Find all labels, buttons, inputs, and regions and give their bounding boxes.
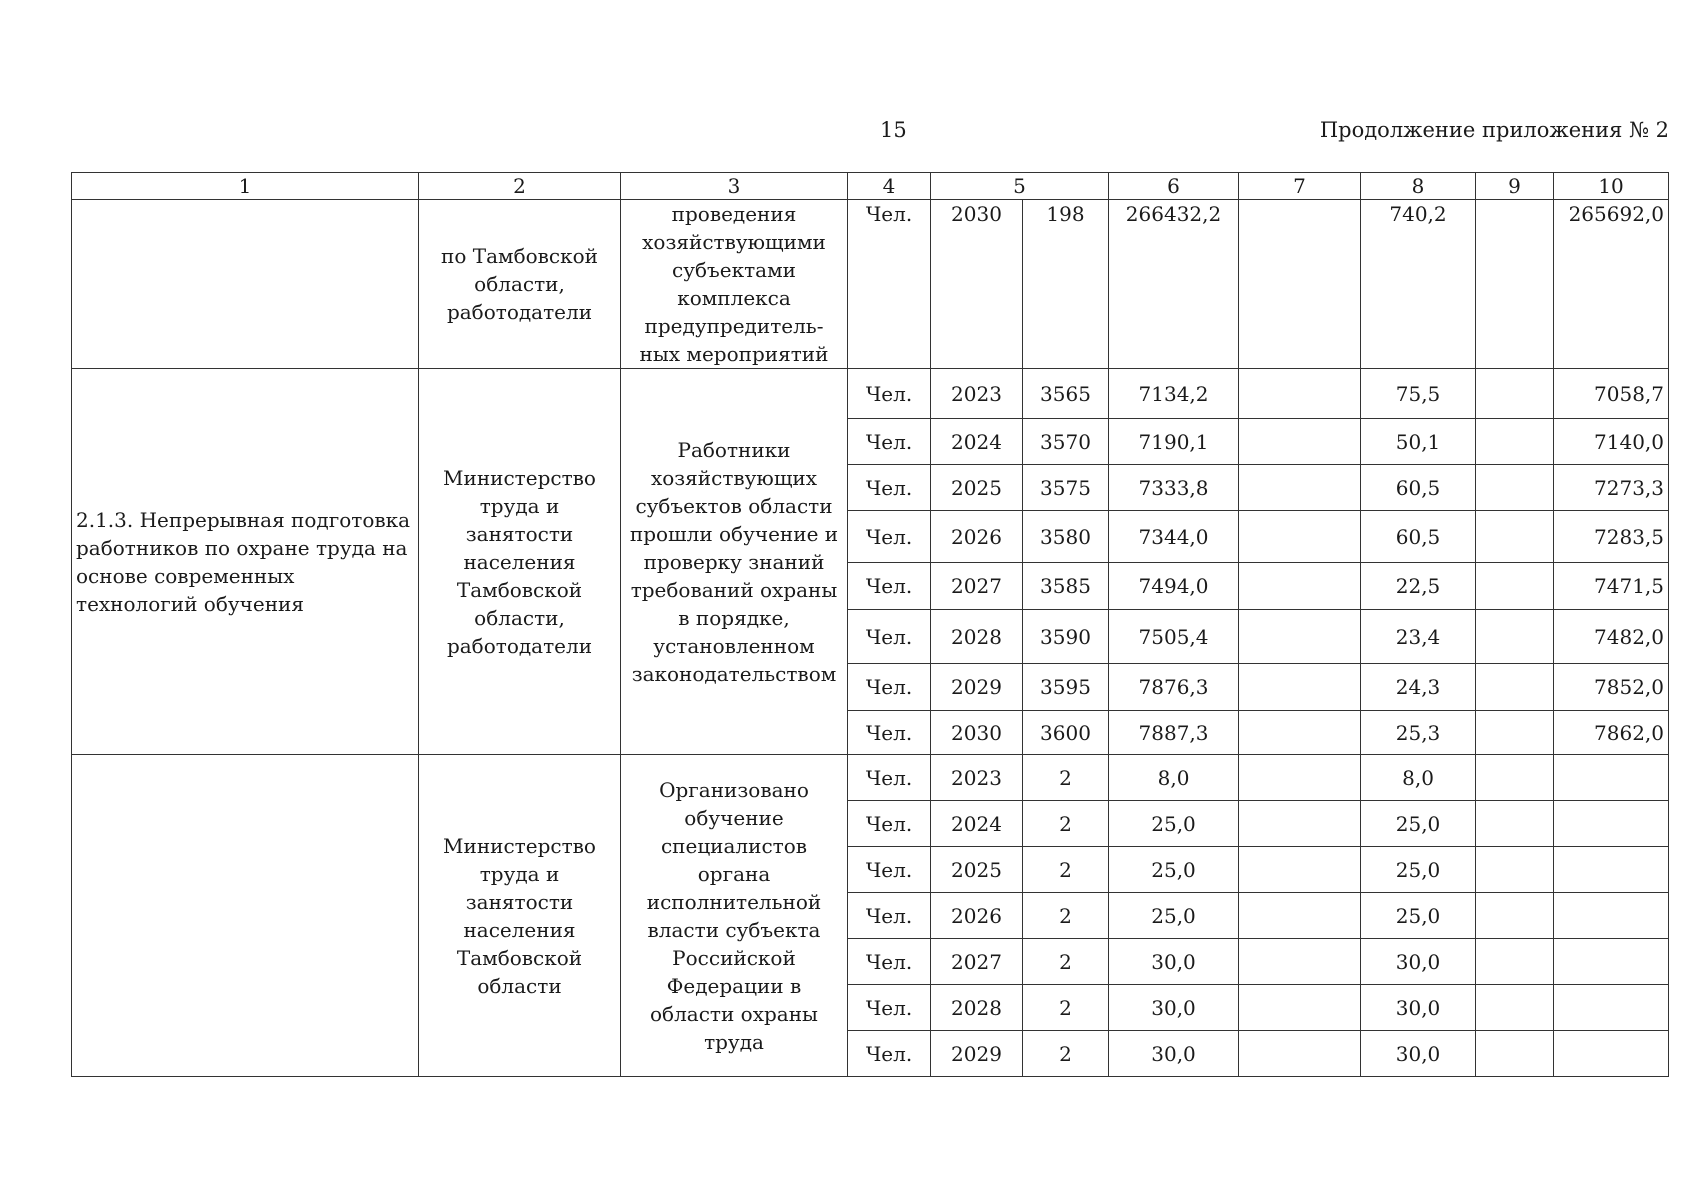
col6-value-cell: 8,0 <box>1109 755 1239 801</box>
col10-value-cell: 7471,5 <box>1554 563 1669 610</box>
col6-value-cell: 7190,1 <box>1109 419 1239 465</box>
count-cell: 3570 <box>1023 419 1109 465</box>
col8-value-cell: 60,5 <box>1361 465 1476 511</box>
unit-cell: Чел. <box>848 369 931 419</box>
col9-value-cell <box>1476 985 1554 1031</box>
measure-name-cell: 2.1.3. Непрерывная подготовка работников по охране труда на основе современных технологий обучения <box>72 369 419 755</box>
column-number: 8 <box>1361 173 1476 200</box>
program-measures-table <box>71 172 1669 1077</box>
year-cell: 2023 <box>931 369 1023 419</box>
column-number: 4 <box>848 173 931 200</box>
count-cell: 3575 <box>1023 465 1109 511</box>
year-cell: 2023 <box>931 755 1023 801</box>
year-cell: 2029 <box>931 1031 1023 1077</box>
table-row <box>72 369 1669 419</box>
column-number: 6 <box>1109 173 1239 200</box>
col9-value-cell <box>1476 1031 1554 1077</box>
unit-cell: Чел. <box>848 985 931 1031</box>
col9-value-cell <box>1476 563 1554 610</box>
column-number: 9 <box>1476 173 1554 200</box>
col7-value-cell <box>1239 563 1361 610</box>
col9-value-cell <box>1476 755 1554 801</box>
col9-value-cell <box>1476 511 1554 563</box>
col8-value-cell: 30,0 <box>1361 939 1476 985</box>
col8-value-cell: 60,5 <box>1361 511 1476 563</box>
col8-value-cell: 25,3 <box>1361 711 1476 755</box>
col7-value-cell <box>1239 664 1361 711</box>
col10-value-cell <box>1554 985 1669 1031</box>
year-cell: 2029 <box>931 664 1023 711</box>
count-cell: 2 <box>1023 939 1109 985</box>
col9-value-cell <box>1476 419 1554 465</box>
result-cell: Организовано обучение специалистов органа исполнительной власти субъекта Российской Федерации в области охраны труда <box>621 755 848 1077</box>
year-cell: 2024 <box>931 419 1023 465</box>
col10-value-cell <box>1554 1031 1669 1077</box>
col6-value-cell: 30,0 <box>1109 1031 1239 1077</box>
col9-value-cell <box>1476 610 1554 664</box>
col10-value-cell: 265692,0 <box>1554 200 1669 369</box>
col10-value-cell <box>1554 847 1669 893</box>
appendix-continuation-label: Продолжение приложения № 2 <box>1319 118 1669 142</box>
col7-value-cell <box>1239 711 1361 755</box>
col7-value-cell <box>1239 893 1361 939</box>
year-cell: 2026 <box>931 511 1023 563</box>
unit-cell: Чел. <box>848 801 931 847</box>
measure-name-cell <box>72 755 419 1077</box>
col6-value-cell: 266432,2 <box>1109 200 1239 369</box>
col7-value-cell <box>1239 801 1361 847</box>
measure-name-cell <box>72 200 419 369</box>
unit-cell: Чел. <box>848 755 931 801</box>
year-cell: 2030 <box>931 200 1023 369</box>
unit-cell: Чел. <box>848 419 931 465</box>
col9-value-cell <box>1476 711 1554 755</box>
col9-value-cell <box>1476 369 1554 419</box>
column-number: 1 <box>72 173 419 200</box>
column-number: 5 <box>931 173 1109 200</box>
count-cell: 2 <box>1023 755 1109 801</box>
col8-value-cell: 8,0 <box>1361 755 1476 801</box>
col7-value-cell <box>1239 1031 1361 1077</box>
col6-value-cell: 7494,0 <box>1109 563 1239 610</box>
col8-value-cell: 23,4 <box>1361 610 1476 664</box>
column-number: 3 <box>621 173 848 200</box>
col9-value-cell <box>1476 801 1554 847</box>
col10-value-cell: 7140,0 <box>1554 419 1669 465</box>
col7-value-cell <box>1239 939 1361 985</box>
table-row <box>72 755 1669 801</box>
col6-value-cell: 7344,0 <box>1109 511 1239 563</box>
executor-cell: по Тамбовской области, работодатели <box>419 200 621 369</box>
unit-cell: Чел. <box>848 847 931 893</box>
count-cell: 2 <box>1023 847 1109 893</box>
col6-value-cell: 25,0 <box>1109 847 1239 893</box>
col8-value-cell: 75,5 <box>1361 369 1476 419</box>
unit-cell: Чел. <box>848 939 931 985</box>
unit-cell: Чел. <box>848 664 931 711</box>
executor-cell: Министерство труда и занятости населения Тамбовской области <box>419 755 621 1077</box>
column-number: 2 <box>419 173 621 200</box>
col10-value-cell: 7283,5 <box>1554 511 1669 563</box>
col10-value-cell: 7482,0 <box>1554 610 1669 664</box>
count-cell: 3590 <box>1023 610 1109 664</box>
col9-value-cell <box>1476 664 1554 711</box>
count-cell: 2 <box>1023 893 1109 939</box>
col6-value-cell: 25,0 <box>1109 893 1239 939</box>
col8-value-cell: 50,1 <box>1361 419 1476 465</box>
count-cell: 2 <box>1023 985 1109 1031</box>
unit-cell: Чел. <box>848 893 931 939</box>
count-cell: 3600 <box>1023 711 1109 755</box>
count-cell: 3595 <box>1023 664 1109 711</box>
col10-value-cell: 7862,0 <box>1554 711 1669 755</box>
col8-value-cell: 22,5 <box>1361 563 1476 610</box>
col10-value-cell <box>1554 893 1669 939</box>
col6-value-cell: 7887,3 <box>1109 711 1239 755</box>
unit-cell: Чел. <box>848 465 931 511</box>
col6-value-cell: 30,0 <box>1109 985 1239 1031</box>
col9-value-cell <box>1476 893 1554 939</box>
count-cell: 2 <box>1023 1031 1109 1077</box>
count-cell: 3565 <box>1023 369 1109 419</box>
col10-value-cell: 7273,3 <box>1554 465 1669 511</box>
col6-value-cell: 7134,2 <box>1109 369 1239 419</box>
executor-cell: Министерство труда и занятости населения Тамбовской области, работодатели <box>419 369 621 755</box>
col7-value-cell <box>1239 847 1361 893</box>
col6-value-cell: 7505,4 <box>1109 610 1239 664</box>
col7-value-cell <box>1239 369 1361 419</box>
year-cell: 2024 <box>931 801 1023 847</box>
col6-value-cell: 25,0 <box>1109 801 1239 847</box>
col7-value-cell <box>1239 610 1361 664</box>
unit-cell: Чел. <box>848 610 931 664</box>
col7-value-cell <box>1239 985 1361 1031</box>
year-cell: 2030 <box>931 711 1023 755</box>
col9-value-cell <box>1476 847 1554 893</box>
unit-cell: Чел. <box>848 1031 931 1077</box>
result-cell: проведения хозяйствующими субъектами комплекса предупредитель-ных мероприятий <box>621 200 848 369</box>
col8-value-cell: 30,0 <box>1361 985 1476 1031</box>
unit-cell: Чел. <box>848 511 931 563</box>
col10-value-cell: 7852,0 <box>1554 664 1669 711</box>
col7-value-cell <box>1239 511 1361 563</box>
col10-value-cell <box>1554 939 1669 985</box>
col10-value-cell <box>1554 755 1669 801</box>
column-number: 7 <box>1239 173 1361 200</box>
col8-value-cell: 30,0 <box>1361 1031 1476 1077</box>
col9-value-cell <box>1476 465 1554 511</box>
col8-value-cell: 25,0 <box>1361 893 1476 939</box>
col7-value-cell <box>1239 755 1361 801</box>
col8-value-cell: 25,0 <box>1361 801 1476 847</box>
result-cell: Работники хозяйствующих субъектов области прошли обучение и проверку знаний требований охраны в порядке, установленном законодательством <box>621 369 848 755</box>
unit-cell: Чел. <box>848 711 931 755</box>
col9-value-cell <box>1476 939 1554 985</box>
column-number: 10 <box>1554 173 1669 200</box>
col7-value-cell <box>1239 419 1361 465</box>
col6-value-cell: 7876,3 <box>1109 664 1239 711</box>
table-row <box>72 200 1669 369</box>
year-cell: 2028 <box>931 985 1023 1031</box>
year-cell: 2027 <box>931 939 1023 985</box>
count-cell: 198 <box>1023 200 1109 369</box>
col7-value-cell <box>1239 200 1361 369</box>
column-number-row <box>72 173 1669 200</box>
unit-cell: Чел. <box>848 563 931 610</box>
unit-cell: Чел. <box>848 200 931 369</box>
year-cell: 2025 <box>931 847 1023 893</box>
count-cell: 2 <box>1023 801 1109 847</box>
count-cell: 3580 <box>1023 511 1109 563</box>
col10-value-cell <box>1554 801 1669 847</box>
year-cell: 2026 <box>931 893 1023 939</box>
col6-value-cell: 30,0 <box>1109 939 1239 985</box>
col9-value-cell <box>1476 200 1554 369</box>
col8-value-cell: 25,0 <box>1361 847 1476 893</box>
col8-value-cell: 740,2 <box>1361 200 1476 369</box>
count-cell: 3585 <box>1023 563 1109 610</box>
page-number: 15 <box>880 118 907 142</box>
col8-value-cell: 24,3 <box>1361 664 1476 711</box>
col10-value-cell: 7058,7 <box>1554 369 1669 419</box>
col7-value-cell <box>1239 465 1361 511</box>
year-cell: 2025 <box>931 465 1023 511</box>
year-cell: 2027 <box>931 563 1023 610</box>
col6-value-cell: 7333,8 <box>1109 465 1239 511</box>
year-cell: 2028 <box>931 610 1023 664</box>
